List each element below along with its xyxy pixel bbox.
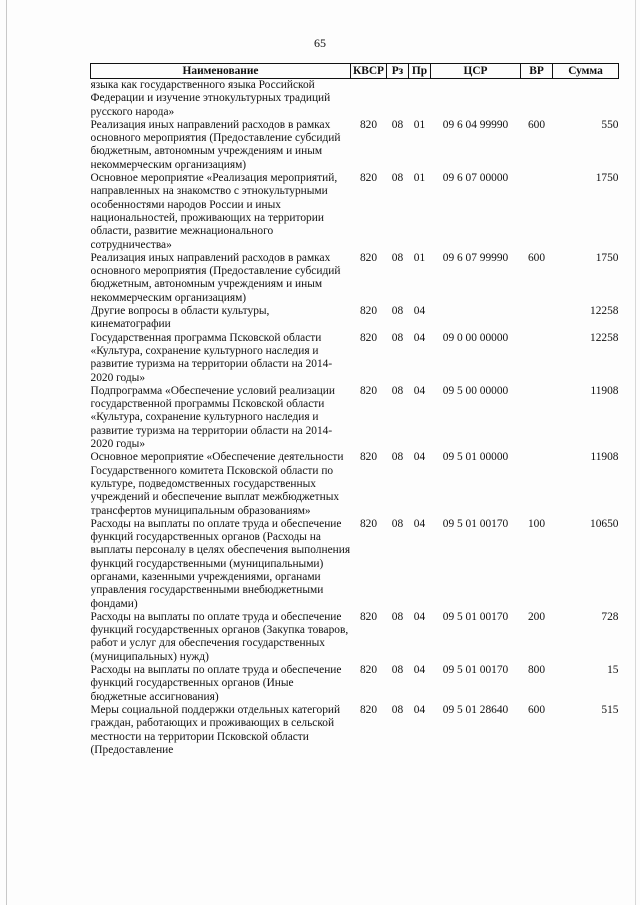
row-rz: 08	[391, 610, 404, 623]
table-row	[91, 79, 619, 119]
row-pr: 04	[413, 517, 426, 530]
header-csr: ЦСР	[431, 64, 521, 79]
table-row	[91, 611, 619, 664]
row-kvsr: 820	[359, 331, 378, 344]
row-pr: 04	[413, 664, 426, 677]
row-kvsr: 820	[359, 384, 378, 397]
row-pr: 04	[413, 610, 426, 623]
table-row	[91, 172, 619, 252]
row-vr: 600	[527, 251, 546, 264]
row-pr: 04	[413, 305, 426, 318]
table-row	[91, 332, 619, 385]
header-rz: Рз	[387, 64, 409, 79]
table-row	[91, 305, 619, 332]
header-vr: ВР	[521, 64, 553, 79]
page-number: 65	[314, 36, 326, 50]
row-csr: 09 5 01 00170	[442, 517, 509, 530]
row-vr	[521, 451, 553, 517]
row-rz: 08	[391, 664, 404, 677]
row-kvsr: 820	[359, 118, 378, 131]
row-csr: 09 6 07 00000	[442, 172, 509, 185]
row-name: Реализация иных направлений расходов в рамках основного мероприятия (Предоставление субсидий бюджетным, автономным учреждениям и иным некоммерческим организациям)	[90, 118, 341, 171]
row-vr	[521, 385, 553, 451]
row-kvsr: 820	[359, 305, 378, 318]
row-kvsr: 820	[359, 703, 378, 716]
row-kvsr: 820	[359, 172, 378, 185]
row-pr	[409, 79, 431, 119]
row-sum: 11908	[590, 451, 619, 464]
row-sum: 15	[607, 664, 619, 677]
row-vr	[521, 79, 553, 119]
row-name: языка как государственного языка Российской Федерации и изучение этнокультурных традиций русского народа»	[90, 79, 331, 118]
header-name: Наименование	[91, 64, 351, 79]
row-csr: 09 5 01 00170	[442, 610, 509, 623]
row-csr: 09 6 04 99990	[442, 118, 509, 131]
row-vr: 200	[527, 610, 546, 623]
table-row	[91, 664, 619, 704]
table-row	[91, 518, 619, 611]
row-sum: 728	[601, 610, 619, 623]
row-csr: 09 5 01 00000	[442, 451, 509, 464]
row-name: Реализация иных направлений расходов в рамках основного мероприятия (Предоставление субсидий бюджетным, автономным учреждениям и иным некоммерческим организациям)	[90, 251, 341, 304]
table-row	[91, 252, 619, 305]
row-pr: 04	[413, 703, 426, 716]
row-sum: 515	[601, 703, 619, 716]
row-sum: 10650	[590, 517, 619, 530]
row-name: Государственная программа Псковской области «Культура, сохранение культурного наследия и развитие туризма на территории области на 2014-2020 годы»	[90, 331, 333, 384]
row-rz	[387, 79, 409, 119]
row-csr: 09 0 00 00000	[442, 331, 509, 344]
row-csr: 09 6 07 99990	[442, 251, 509, 264]
row-csr	[431, 305, 521, 332]
row-name: Основное мероприятие «Реализация мероприятий, направленных на знакомство с этнокультурными особенностями народов России и иных национальностей, проживающих на территории области, развитие межнационального сотрудничества»	[90, 172, 338, 251]
row-rz: 08	[391, 118, 404, 131]
row-name: Основное мероприятие «Обеспечение деятельности Государственного комитета Псковской области по культуре, подведомственных государственных учреждений и обеспечение выплат межбюджетных трансфертов муниципальным образованиям»	[90, 451, 344, 517]
row-vr: 600	[527, 703, 546, 716]
table-row	[91, 119, 619, 172]
row-pr: 01	[413, 172, 426, 185]
row-rz: 08	[391, 517, 404, 530]
row-vr	[521, 332, 553, 385]
row-vr	[521, 305, 553, 332]
row-rz: 08	[391, 251, 404, 264]
row-csr	[431, 79, 521, 119]
header-pr: Пр	[409, 64, 431, 79]
row-kvsr: 820	[359, 251, 378, 264]
row-pr: 01	[413, 118, 426, 131]
table-header-row	[91, 64, 619, 79]
row-vr: 600	[527, 118, 546, 131]
row-rz: 08	[391, 703, 404, 716]
row-name: Подпрограмма «Обеспечение условий реализации государственной программы Псковской области «Культура, сохранение культурного наследия и развитие туризма на территории области на 2014-2020 годы»	[90, 384, 335, 451]
row-name: Меры социальной поддержки отдельных категорий граждан, работающих и проживающих в сельской местности на территории Псковской области (Предоставление	[90, 703, 341, 756]
table-row	[91, 385, 619, 451]
row-rz: 08	[391, 384, 404, 397]
row-csr: 09 5 00 00000	[442, 384, 509, 397]
row-sum: 1750	[595, 172, 619, 185]
row-vr	[521, 172, 553, 252]
row-name: Расходы на выплаты по оплате труда и обеспечение функций государственных органов (Иные бюджетные ассигнования)	[90, 664, 342, 703]
page-edge-right	[635, 0, 636, 905]
row-rz: 08	[391, 172, 404, 185]
row-rz: 08	[391, 451, 404, 464]
row-sum: 550	[601, 118, 619, 131]
row-vr: 800	[527, 664, 546, 677]
row-pr: 04	[413, 451, 426, 464]
row-sum: 11908	[590, 384, 619, 397]
row-kvsr: 820	[359, 664, 378, 677]
row-csr: 09 5 01 00170	[442, 664, 509, 677]
row-sum	[553, 79, 619, 119]
row-sum: 12258	[590, 331, 619, 344]
row-name: Расходы на выплаты по оплате труда и обеспечение функций государственных органов (Расходы на выплаты персоналу в целях обеспечения выполнения функций государственными (муниципальными) органами, казенными учреждениями, органами управления государственными внебюджетными фондами)	[90, 517, 351, 610]
row-kvsr: 820	[359, 451, 378, 464]
row-csr: 09 5 01 28640	[442, 703, 509, 716]
row-rz: 08	[391, 305, 404, 318]
table-row	[91, 704, 619, 757]
row-pr: 01	[413, 251, 426, 264]
page-edge-left	[6, 0, 7, 905]
row-kvsr: 820	[359, 517, 378, 530]
row-sum: 12258	[590, 305, 619, 318]
row-kvsr	[351, 79, 387, 119]
budget-table	[90, 63, 619, 757]
row-name: Другие вопросы в области культуры, кинематографии	[90, 305, 270, 331]
header-sum: Сумма	[553, 64, 619, 79]
row-kvsr: 820	[359, 610, 378, 623]
table-row	[91, 451, 619, 517]
row-pr: 04	[413, 384, 426, 397]
row-vr: 100	[527, 517, 546, 530]
row-sum: 1750	[595, 251, 619, 264]
header-kvsr: КВСР	[351, 64, 387, 79]
row-pr: 04	[413, 331, 426, 344]
row-name: Расходы на выплаты по оплате труда и обеспечение функций государственных органов (Закупка товаров, работ и услуг для обеспечения государственных (муниципальных) нужд)	[90, 610, 349, 663]
row-rz: 08	[391, 331, 404, 344]
